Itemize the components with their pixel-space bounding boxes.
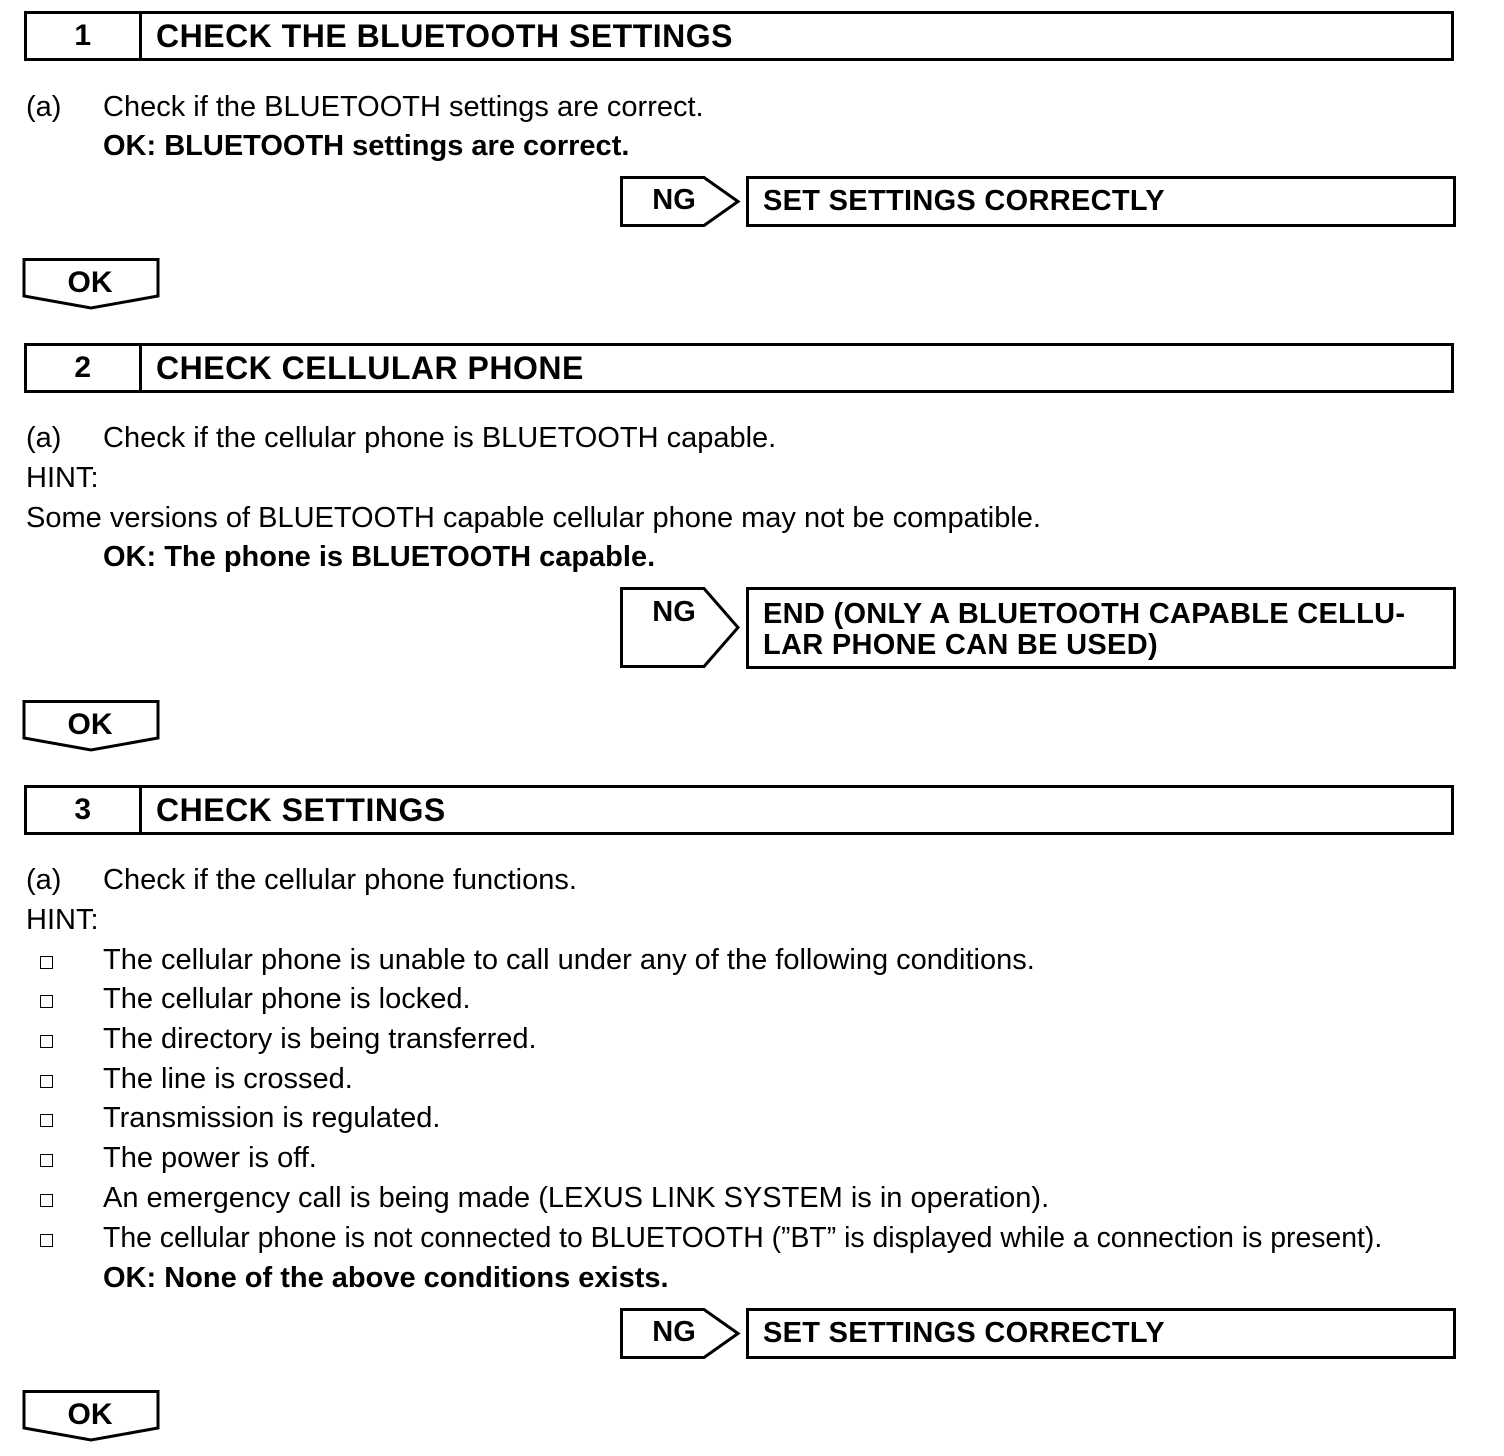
item-text: Check if the cellular phone functions.	[103, 864, 577, 896]
ok-condition: OK: The phone is BLUETOOTH capable.	[103, 541, 656, 573]
hint-bullet: Transmission is regulated.	[103, 1102, 441, 1134]
ok-button-label: OK	[67, 266, 113, 299]
ng-label: NG	[652, 596, 696, 628]
hint-bullet: An emergency call is being made (LEXUS LINK SYSTEM is in operation).	[103, 1182, 1050, 1214]
ok-button-label: OK	[67, 708, 113, 741]
ng-action-box	[746, 176, 1456, 227]
hint-bullet: The cellular phone is locked.	[103, 983, 471, 1015]
step-3-header	[24, 785, 1454, 835]
ng-action-line: SET SETTINGS CORRECTLY	[763, 1317, 1165, 1349]
hint-label: HINT:	[26, 904, 99, 936]
bullet-box-icon	[40, 1075, 53, 1088]
ng-action-line: END (ONLY A BLUETOOTH CAPABLE CELLU-	[763, 598, 1406, 630]
item-label: (a)	[26, 422, 62, 454]
bullet-box-icon	[40, 1035, 53, 1048]
ng-action-line: SET SETTINGS CORRECTLY	[763, 185, 1165, 217]
step-title: CHECK SETTINGS	[156, 791, 446, 828]
step-number: 3	[27, 788, 142, 832]
step-1-header	[24, 11, 1454, 61]
ng-action-box	[746, 1308, 1456, 1359]
hint-bullet: The cellular phone is unable to call under any of the following conditions.	[103, 944, 1035, 976]
item-text: Check if the BLUETOOTH settings are correct.	[103, 91, 704, 123]
ok-condition: OK: None of the above conditions exists.	[103, 1262, 669, 1294]
bullet-box-icon	[40, 1114, 53, 1127]
ng-label: NG	[652, 184, 696, 216]
bullet-box-icon	[40, 1194, 53, 1207]
ng-action-box	[746, 587, 1456, 669]
bullet-box-icon	[40, 1154, 53, 1167]
hint-bullet: The directory is being transferred.	[103, 1023, 537, 1055]
item-label: (a)	[26, 91, 62, 123]
item-text: Check if the cellular phone is BLUETOOTH capable.	[103, 422, 777, 454]
bullet-box-icon	[40, 956, 53, 969]
hint-bullet: The cellular phone is not connected to BLUETOOTH (”BT” is displayed while a connection is present).	[103, 1222, 1383, 1254]
ng-action-line: LAR PHONE CAN BE USED)	[763, 629, 1158, 661]
step-2-header	[24, 343, 1454, 393]
hint-label: HINT:	[26, 462, 99, 494]
bullet-box-icon	[40, 1234, 53, 1247]
ok-button-label: OK	[67, 1398, 113, 1431]
hint-bullet: The power is off.	[103, 1142, 317, 1174]
ng-label: NG	[652, 1316, 696, 1348]
hint-bullet: The line is crossed.	[103, 1063, 353, 1095]
ok-condition: OK: BLUETOOTH settings are correct.	[103, 130, 630, 162]
step-title: CHECK CELLULAR PHONE	[156, 349, 584, 386]
step-number: 2	[27, 346, 142, 390]
bullet-box-icon	[40, 995, 53, 1008]
item-label: (a)	[26, 864, 62, 896]
hint-text: Some versions of BLUETOOTH capable cellular phone may not be compatible.	[26, 502, 1041, 534]
step-number: 1	[27, 14, 142, 58]
step-title: CHECK THE BLUETOOTH SETTINGS	[156, 17, 733, 54]
